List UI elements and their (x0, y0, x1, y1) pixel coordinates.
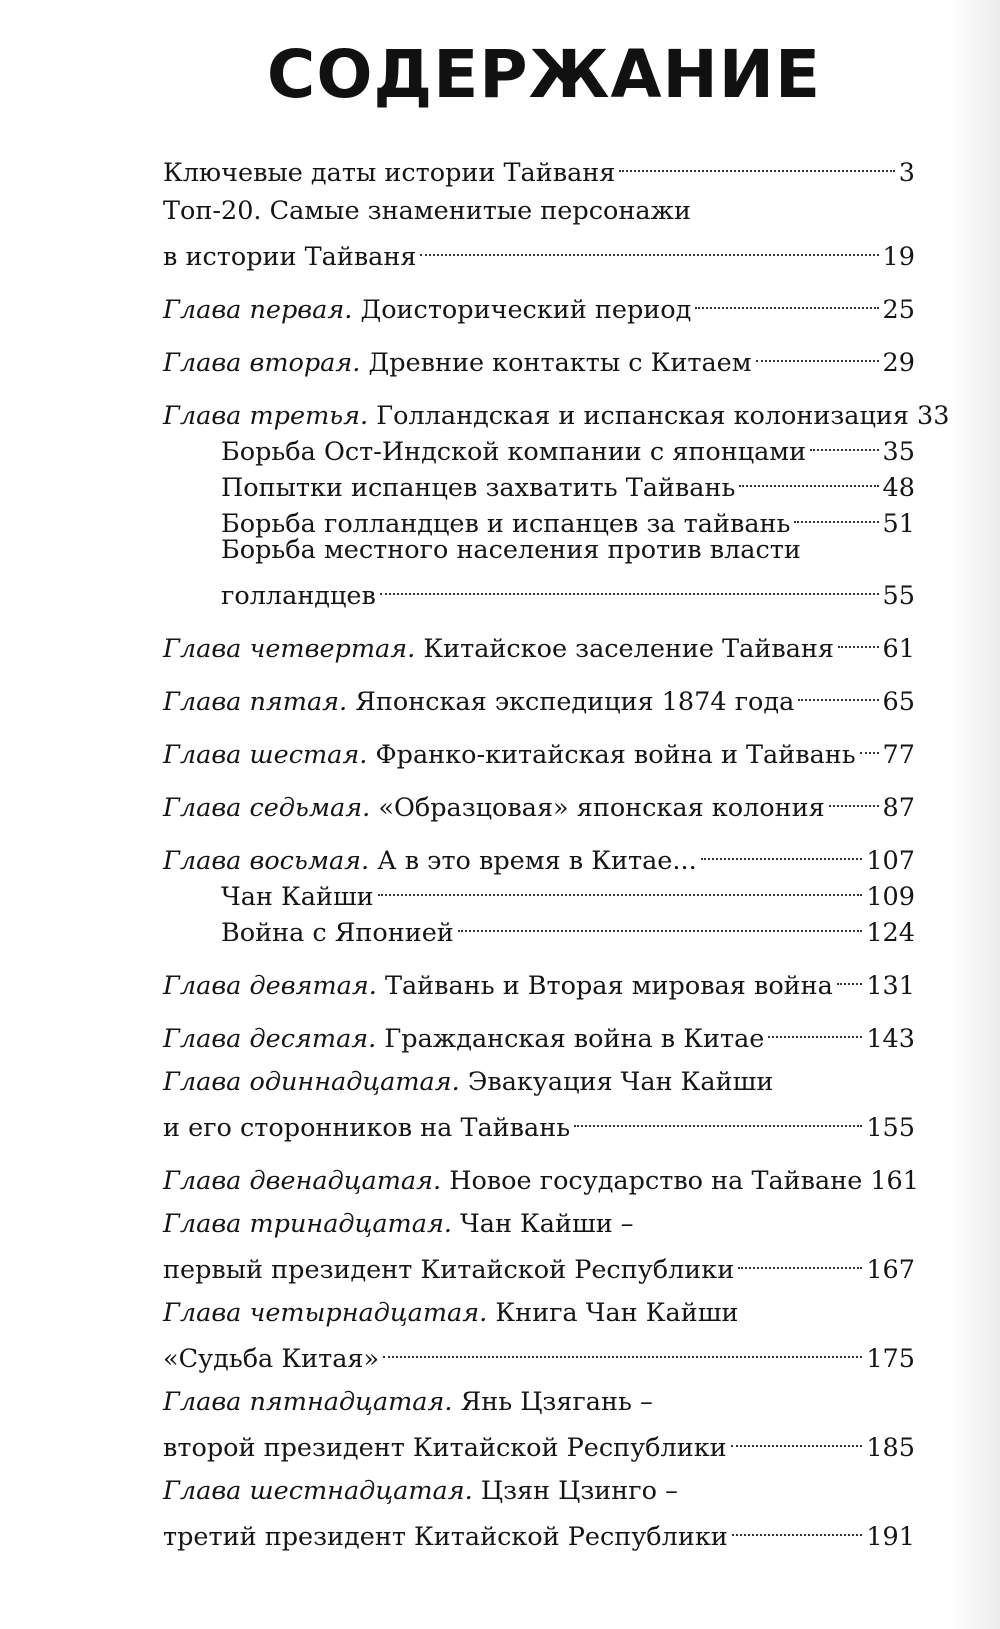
toc-entry-line (163, 193, 915, 229)
entry-title: Попытки испанцев захватить Тайвань (221, 473, 736, 503)
chapter-label: Глава седьмая. (163, 793, 371, 823)
page-number: 55 (882, 581, 915, 611)
page-number: 65 (882, 687, 915, 717)
chapter-label: Глава вторая. (163, 348, 361, 378)
dot-leader (738, 1242, 862, 1278)
entry-title: Древние контакты с Китаем (368, 348, 752, 378)
toc-entry-text (163, 737, 856, 773)
toc-entry-line (163, 1100, 915, 1143)
dot-leader (829, 780, 879, 816)
page-number: 191 (866, 1522, 915, 1552)
entry-title: Цзян Цзинго – (480, 1476, 678, 1506)
chapter-label: Глава пятая. (163, 687, 348, 717)
toc-entry-text (163, 239, 416, 275)
entry-title: Китайское заселение Тайваня (423, 634, 834, 664)
entry-title: первый президент Китайской Республики (163, 1255, 735, 1285)
toc-entry-line (163, 727, 915, 770)
toc-entry-text (163, 1021, 764, 1057)
chapter-label: Глава десятая. (163, 1024, 377, 1054)
page-number: 185 (866, 1433, 915, 1463)
toc-entry-line (163, 229, 915, 272)
toc-entry-line (163, 1420, 915, 1463)
page-number: 29 (882, 348, 915, 378)
entry-title: голландцев (221, 581, 376, 611)
entry-title: Франко-китайская война и Тайвань (375, 740, 856, 770)
page-number: 77 (882, 740, 915, 770)
toc-entry-line (163, 780, 915, 823)
entry-title: Эвакуация Чан Кайши (467, 1067, 774, 1097)
entry-title: «Судьба Китая» (163, 1344, 380, 1374)
chapter-label: Глава одиннадцатая. (163, 1067, 460, 1097)
entry-title: Война с Японией (221, 918, 454, 948)
entry-title: Борьба Ост-Индской компании с японцами (221, 437, 807, 467)
page-number: 48 (882, 473, 915, 503)
dot-leader (756, 335, 879, 371)
chapter-label: Глава двенадцатая. (163, 1166, 442, 1196)
page-number: 87 (882, 793, 915, 823)
page-number: 155 (866, 1113, 915, 1143)
chapter-label: Глава шестнадцатая. (163, 1476, 473, 1506)
toc-subentry-line (221, 568, 915, 611)
toc-subentry-line (221, 869, 915, 912)
toc-entry-text (163, 1163, 862, 1199)
page-number: 124 (866, 918, 915, 948)
toc-subentry-line (221, 532, 915, 568)
page-number: 109 (866, 882, 915, 912)
dot-leader (380, 568, 879, 604)
toc-entry-line (163, 1509, 915, 1552)
entry-title: и его сторонников на Тайвань (163, 1113, 571, 1143)
toc-entry-text (221, 578, 376, 614)
toc-entry-line (163, 1295, 915, 1331)
toc-entry-text (163, 1384, 653, 1420)
toc-entry-text (163, 968, 833, 1004)
entry-title: Книга Чан Кайши (495, 1298, 739, 1328)
page-number: 61 (882, 634, 915, 664)
entry-title: в истории Тайваня (163, 242, 417, 272)
page-number: 107 (866, 846, 915, 876)
toc-entry-line (163, 833, 915, 876)
toc-entry-line (163, 621, 915, 664)
dot-leader (732, 1509, 863, 1545)
toc-entry-line (163, 958, 915, 1001)
toc-entry-line (163, 1473, 915, 1509)
toc-entry-text (163, 1252, 734, 1288)
chapter-label: Глава третья. (163, 401, 369, 431)
toc-subentry-line (221, 460, 915, 503)
page-number: 33 (917, 401, 950, 431)
chapter-label: Глава пятнадцатая. (163, 1387, 453, 1417)
chapter-label: Глава четвертая. (163, 634, 416, 664)
toc-entry-line (163, 1011, 915, 1054)
entry-title: Чан Кайши (221, 882, 374, 912)
entry-title: второй президент Китайской Республики (163, 1433, 727, 1463)
dot-leader (695, 282, 878, 318)
toc-entry-text (163, 1430, 727, 1466)
toc-entry-text (163, 193, 691, 229)
entry-title: Японская экспедиция 1874 года (355, 687, 795, 717)
toc-entry-line (163, 145, 915, 188)
page-number: 35 (882, 437, 915, 467)
entry-title: А в это время в Китае... (377, 846, 697, 876)
entry-title: Борьба местного населения против власти (221, 535, 801, 565)
entry-title: «Образцовая» японская колония (378, 793, 825, 823)
entry-title: Тайвань и Вторая мировая война (384, 971, 833, 1001)
toc-entry-text (163, 292, 691, 328)
toc-entry-text (163, 1341, 379, 1377)
toc-subentry-line (221, 905, 915, 948)
toc-entry-text (221, 532, 801, 568)
page-number: 25 (882, 295, 915, 325)
page-number: 175 (866, 1344, 915, 1374)
toc-entry-text (163, 1110, 570, 1146)
toc-entry-line (163, 1064, 915, 1100)
dot-leader (458, 905, 863, 941)
dot-leader (794, 496, 878, 532)
toc-entry-line (163, 335, 915, 378)
toc-entry-text (163, 1206, 634, 1242)
dot-leader (810, 424, 878, 460)
dot-leader (739, 460, 878, 496)
toc-entry-text (221, 915, 454, 951)
toc-entry-text (163, 1473, 678, 1509)
dot-leader (619, 145, 894, 181)
toc-subentry-line (221, 424, 915, 467)
entry-title: третий президент Китайской Республики (163, 1522, 728, 1552)
page-title: СОДЕРЖАНИЕ (266, 36, 822, 113)
toc-entry-text (163, 631, 834, 667)
dot-leader (768, 1011, 862, 1047)
toc-entry-line (163, 282, 915, 325)
page-number: 51 (882, 509, 915, 539)
dot-leader (420, 229, 878, 265)
toc-entry-text (163, 155, 615, 191)
chapter-label: Глава восьмая. (163, 846, 370, 876)
toc-entry-line (163, 388, 950, 431)
toc-entry-line (163, 1384, 915, 1420)
chapter-label: Глава первая. (163, 295, 353, 325)
dot-leader (701, 833, 863, 869)
dot-leader (798, 674, 878, 710)
page-edge-shadow (952, 0, 1000, 1629)
dot-leader (383, 1331, 862, 1367)
entry-title: Топ-20. Самые знаменитые персонажи (163, 196, 691, 226)
toc-entry-line (163, 1206, 915, 1242)
entry-title: Доисторический период (360, 295, 692, 325)
entry-title: Голландская и испанская колонизация (376, 401, 909, 431)
entry-title: Борьба голландцев и испанцев за тайвань (221, 509, 791, 539)
toc-entry-line (163, 674, 915, 717)
toc-entry-line (163, 1331, 915, 1374)
toc-subentry-line (221, 496, 915, 539)
toc-entry-line (163, 1242, 915, 1285)
toc-entry-text (163, 1064, 773, 1100)
dot-leader (860, 727, 879, 763)
toc-entry-line (163, 1153, 919, 1196)
entry-title: Новое государство на Тайване (449, 1166, 863, 1196)
toc-entry-text (163, 1295, 738, 1331)
chapter-label: Глава четырнадцатая. (163, 1298, 488, 1328)
toc-entry-text (163, 1519, 728, 1555)
entry-title: Гражданская война в Китае (384, 1024, 765, 1054)
dot-leader (731, 1420, 863, 1456)
dot-leader (574, 1100, 862, 1136)
entry-title: Янь Цзягань – (460, 1387, 653, 1417)
page-number: 19 (882, 242, 915, 272)
chapter-label: Глава шестая. (163, 740, 368, 770)
page-number: 161 (870, 1166, 919, 1196)
chapter-label: Глава тринадцатая. (163, 1209, 452, 1239)
page-number: 143 (866, 1024, 915, 1054)
chapter-label: Глава девятая. (163, 971, 377, 1001)
entry-title: Чан Кайши – (460, 1209, 634, 1239)
toc-entry-text (163, 790, 825, 826)
dot-leader (837, 958, 862, 994)
toc-entry-text (163, 345, 752, 381)
toc-entry-text (163, 684, 794, 720)
page-number: 131 (866, 971, 915, 1001)
entry-title: Ключевые даты истории Тайваня (163, 158, 616, 188)
page-number: 167 (866, 1255, 915, 1285)
page-number: 3 (898, 158, 915, 188)
dot-leader (378, 869, 863, 905)
dot-leader (838, 621, 879, 657)
